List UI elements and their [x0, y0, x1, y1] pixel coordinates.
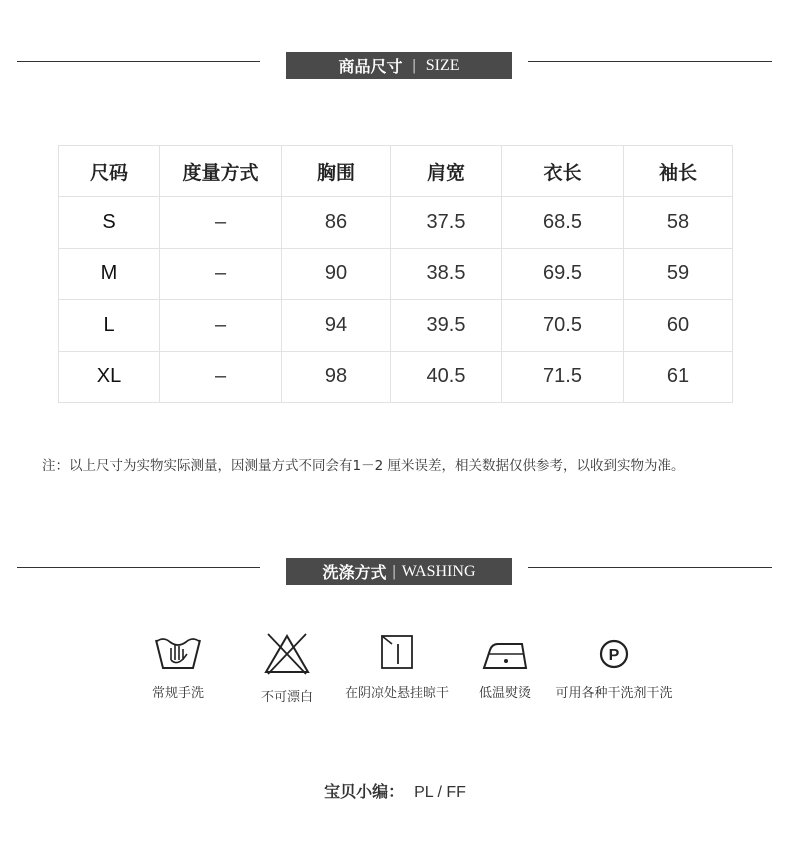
size-right-rule	[528, 61, 772, 62]
low-iron-icon	[480, 632, 530, 672]
table-cell: 40.5	[391, 351, 502, 403]
care-label: 可用各种干洗剂干洗	[555, 686, 673, 701]
table-cell: –	[160, 197, 282, 249]
table-cell: 37.5	[391, 197, 502, 249]
table-cell: 70.5	[502, 300, 624, 352]
care-item-dry-clean	[544, 632, 684, 701]
hand-wash-icon	[153, 632, 203, 672]
size-title-cn: 商品尺寸	[338, 57, 403, 76]
washing-left-rule	[17, 567, 260, 568]
table-cell: 86	[282, 197, 391, 249]
table-cell: 58	[624, 197, 733, 249]
table-cell: 94	[282, 300, 391, 352]
care-icons-row	[0, 632, 790, 722]
size-section-banner	[286, 52, 512, 79]
washing-title-separator: |	[392, 562, 396, 580]
table-row	[59, 197, 733, 249]
table-cell: XL	[59, 351, 160, 403]
washing-title-en: WASHING	[401, 562, 476, 580]
care-label: 在阴凉处悬挂晾干	[344, 686, 449, 701]
table-row	[59, 300, 733, 352]
dry-clean-p-icon	[589, 632, 639, 672]
table-cell: 90	[282, 248, 391, 300]
washing-right-rule	[528, 567, 772, 568]
header-measure-method: 度量方式	[160, 146, 282, 197]
washing-title-cn: 洗涤方式	[322, 563, 387, 582]
table-cell: 39.5	[391, 300, 502, 352]
header-shoulder: 肩宽	[391, 146, 502, 197]
editor-line	[0, 779, 790, 802]
size-title-separator: |	[412, 56, 416, 74]
care-label: 低温熨烫	[478, 686, 531, 701]
table-cell: –	[160, 248, 282, 300]
care-label: 不可漂白	[260, 690, 313, 705]
washing-section-banner	[286, 558, 512, 585]
table-cell: 69.5	[502, 248, 624, 300]
table-row	[59, 248, 733, 300]
table-cell: –	[160, 351, 282, 403]
header-size: 尺码	[59, 146, 160, 197]
table-cell: 71.5	[502, 351, 624, 403]
size-title-en: SIZE	[425, 56, 460, 74]
table-cell: 38.5	[391, 248, 502, 300]
table-cell: S	[59, 197, 160, 249]
table-cell: M	[59, 248, 160, 300]
header-sleeve: 袖长	[624, 146, 733, 197]
care-label: 常规手洗	[151, 686, 204, 701]
shade-hang-dry-icon	[372, 632, 422, 672]
dry-clean-letter: P	[608, 647, 620, 664]
table-cell: 68.5	[502, 197, 624, 249]
table-row	[59, 351, 733, 403]
header-length: 衣长	[502, 146, 624, 197]
table-cell: 98	[282, 351, 391, 403]
editor-value: PL / FF	[414, 784, 466, 801]
table-cell: 61	[624, 351, 733, 403]
size-table	[58, 145, 733, 403]
table-header-row	[59, 146, 733, 197]
table-cell: –	[160, 300, 282, 352]
editor-label: 宝贝小编：	[324, 782, 405, 801]
size-left-rule	[17, 61, 260, 62]
table-cell: 59	[624, 248, 733, 300]
table-cell: L	[59, 300, 160, 352]
table-cell: 60	[624, 300, 733, 352]
header-chest: 胸围	[282, 146, 391, 197]
no-bleach-icon	[262, 632, 312, 676]
measurement-note: 注：以上尺寸为实物实际测量，因测量方式不同会有1－2 厘米误差，相关数据仅供参考，以收到实物为准。	[42, 458, 685, 474]
